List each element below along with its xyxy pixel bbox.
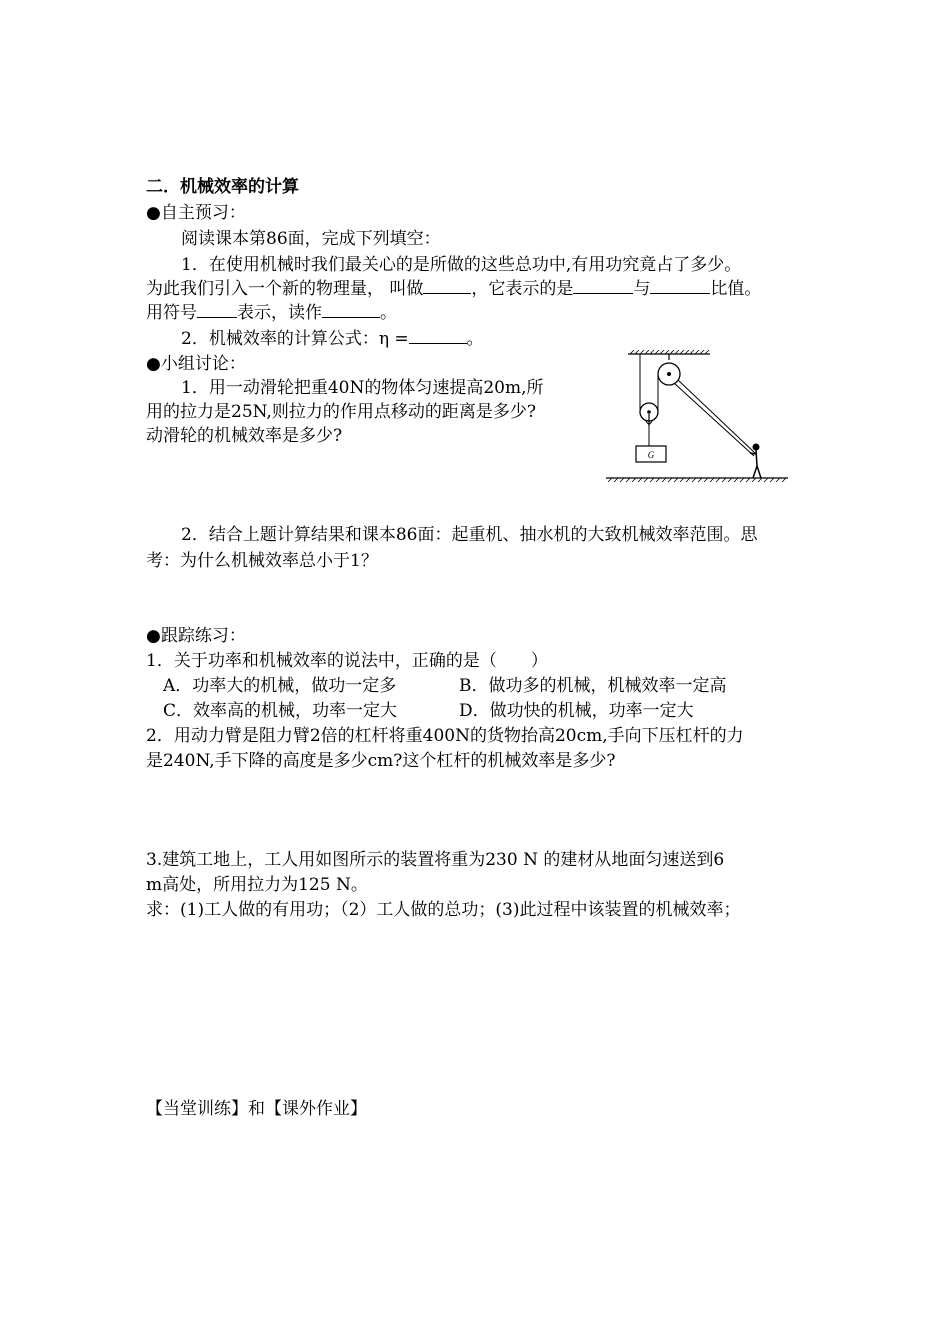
practice-q1-option-b[interactable]: B．做功多的机械，机械效率一定高 — [459, 676, 727, 696]
fixed-pulley — [658, 354, 680, 385]
fill-blank[interactable] — [197, 301, 237, 318]
text-fragment: 比值。 — [710, 279, 762, 299]
text-fragment: ，它表示的是 — [471, 279, 574, 299]
preview-q1-line1: 1．在使用机械时我们最关心的是所做的这些总功中,有用功究竟占了多少。 — [181, 255, 742, 275]
practice-q3-line3: 求：(1)工人做的有用功；（2）工人做的总功；(3)此过程中该装置的机械效率； — [146, 900, 741, 920]
ground — [606, 478, 788, 482]
section-title: 二．机械效率的计算 — [146, 177, 299, 197]
fill-blank[interactable] — [322, 301, 380, 318]
practice-q3-line1: 3.建筑工地上，工人用如图所示的装置将重为230 N 的建材从地面匀速送到6 — [146, 850, 725, 870]
fill-blank[interactable] — [409, 327, 467, 344]
preview-q2 — [181, 327, 484, 351]
practice-q1-option-a[interactable]: A．功率大的机械，做功一定多 — [163, 676, 397, 696]
practice-q1-option-d[interactable]: D．做功快的机械，功率一定大 — [459, 701, 694, 721]
discussion-heading: ●小组讨论： — [146, 354, 246, 374]
preview-intro: 阅读课本第86面，完成下列填空： — [181, 229, 441, 249]
practice-q2-line2: 是240N,手下降的高度是多少cm?这个杠杆的机械效率是多少? — [146, 751, 616, 771]
rope — [640, 354, 756, 456]
practice-q2-line1: 2．用动力臂是阻力臂2倍的杠杆将重400N的货物抬高20cm,手向下压杠杆的力 — [146, 726, 744, 746]
fill-blank[interactable] — [650, 277, 710, 294]
movable-pulley — [640, 403, 658, 426]
weight-label: G — [647, 450, 655, 460]
worker-figure — [750, 444, 761, 479]
fill-blank[interactable] — [573, 277, 633, 294]
preview-q1-line3 — [146, 301, 397, 325]
practice-heading: ●跟踪练习： — [146, 626, 246, 646]
discussion-q1-line2: 用的拉力是25N,则拉力的作用点移动的距离是多少? — [146, 402, 536, 422]
ceiling — [628, 350, 710, 354]
pulley-figure — [604, 350, 790, 486]
practice-q1: 1．关于功率和机械效率的说法中，正确的是（ ） — [146, 651, 548, 671]
text-fragment: 2．机械效率的计算公式：η = — [181, 329, 409, 349]
text-fragment: 用符号 — [146, 303, 197, 323]
discussion-q2-line2: 考：为什么机械效率总小于1？ — [146, 551, 378, 571]
footer-section-label: 【当堂训练】和【课外作业】 — [146, 1099, 367, 1119]
discussion-q2-line1: 2．结合上题计算结果和课本86面：起重机、抽水机的大致机械效率范围。思 — [181, 525, 758, 545]
discussion-q1-line1: 1．用一动滑轮把重40N的物体匀速提高20m,所 — [181, 378, 544, 398]
text-fragment: 。 — [380, 303, 397, 323]
fill-blank[interactable] — [423, 277, 471, 294]
preview-heading: ●自主预习： — [146, 203, 246, 223]
practice-q3-line2: m高处，所用拉力为125 N。 — [146, 875, 368, 895]
text-fragment: 与 — [633, 279, 651, 299]
preview-q1-line2 — [146, 277, 761, 301]
discussion-q1-line3: 动滑轮的机械效率是多少? — [146, 426, 343, 446]
text-fragment: 。 — [466, 329, 484, 349]
practice-q1-option-c[interactable]: C．效率高的机械，功率一定大 — [163, 701, 398, 721]
text-fragment: 为此我们引入一个新的物理量， 叫做 — [146, 279, 424, 299]
weight-block — [636, 426, 666, 462]
text-fragment: 表示，读作 — [237, 303, 322, 323]
